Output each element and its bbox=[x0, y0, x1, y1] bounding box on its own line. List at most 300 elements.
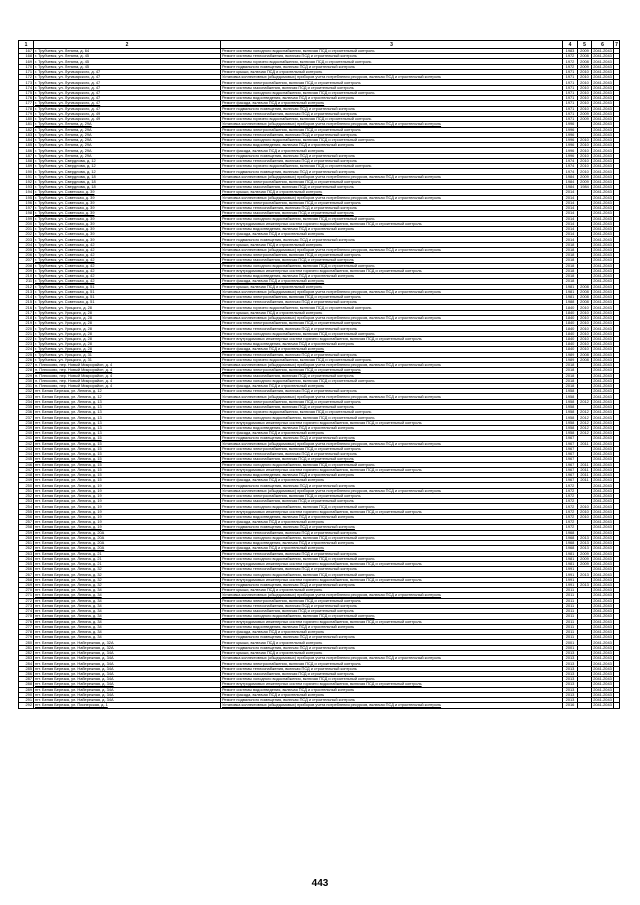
work-type-cell: Ремонт системы холодного водоснабжения, включая ПСД и строительный контроль bbox=[221, 535, 563, 540]
address-cell: г. Трубчевск, ул. Советская, д. 39 bbox=[34, 216, 221, 221]
row-number: 200 bbox=[19, 221, 34, 226]
planned-period-cell: 2041-2043 bbox=[593, 451, 612, 457]
address-cell: п. Плюсково, пер. Новый Микрорайон, д. 4 bbox=[34, 363, 221, 368]
planned-period-cell: 2041-2043 bbox=[593, 158, 612, 164]
work-type-cell: Ремонт крыши, включая ПСД и строительный контроль bbox=[221, 190, 563, 195]
build-year-cell: 1967 bbox=[563, 457, 578, 462]
last-repair-year-cell: 2012 bbox=[578, 415, 592, 420]
row-number: 223 bbox=[19, 342, 34, 347]
planned-period-cell: 2041-2043 bbox=[593, 613, 612, 619]
planned-period-cell: 2041-2043 bbox=[593, 425, 612, 430]
last-repair-year-cell: 2009 bbox=[578, 174, 592, 179]
work-type-cell: Ремонт фасада, включая ПСД и строительный контроль bbox=[221, 384, 563, 389]
build-year-cell: 1967 bbox=[563, 446, 578, 451]
address-cell: г. Трубчевск, ул. Урицкого, д. 28 bbox=[34, 315, 221, 320]
address-cell: пгт. Белая Березка, ул. Ленина, д. 20А bbox=[34, 541, 221, 546]
address-cell: пгт. Белая Березка, ул. Ленина, д. 12 bbox=[34, 394, 221, 399]
row-number: 219 bbox=[19, 321, 34, 326]
address-cell: пгт. Белая Березка, ул. Ленина, д. 13 bbox=[34, 415, 221, 420]
planned-period-cell: 2041-2043 bbox=[593, 346, 612, 352]
planned-period-cell: 2041-2043 bbox=[593, 687, 612, 692]
planned-period-cell: 2041-2043 bbox=[593, 629, 612, 635]
build-year-cell: 1996 bbox=[563, 153, 578, 158]
work-type-cell: Ремонт фасада, включая ПСД и строительный контроль bbox=[221, 692, 563, 697]
planned-period-cell: 2041-2043 bbox=[593, 273, 612, 279]
row-number: 268 bbox=[19, 577, 34, 582]
work-type-cell: Ремонт системы теплоснабжения, включая ПСД и строительный контроль bbox=[221, 158, 563, 163]
work-type-cell: Ремонт подвального помещения, включая ПСД и строительный контроль bbox=[221, 436, 563, 441]
work-type-cell: Ремонт системы теплоснабжения, включая ПСД и строительный контроль bbox=[221, 551, 563, 556]
work-type-cell: Ремонт системы газоснабжения, включая ПСД и строительный контроль bbox=[221, 258, 563, 263]
row-number: 177 bbox=[19, 101, 34, 106]
address-cell: пгт. Белая Березка, ул. Ленина, д. 15 bbox=[34, 446, 221, 451]
last-repair-year-cell: 2010 bbox=[578, 106, 592, 111]
build-year-cell: 2013 bbox=[563, 692, 578, 697]
build-year-cell: 2018 bbox=[563, 242, 578, 247]
row-number: 178 bbox=[19, 106, 34, 111]
address-cell: г. Трубчевск, ул. Луначарского, д. 49 bbox=[34, 111, 221, 116]
address-cell: пгт. Белая Березка, ул. Ленина, д. 21 bbox=[34, 561, 221, 566]
build-year-cell: 1971 bbox=[563, 85, 578, 90]
address-cell: пгт. Белая Березка, ул. Набережная, д. 34А bbox=[34, 692, 221, 697]
build-year-cell: 2011 bbox=[563, 609, 578, 614]
address-cell: п. Плюсково, пер. Новый Микрорайон, д. 4 bbox=[34, 368, 221, 373]
row-number: 201 bbox=[19, 226, 34, 231]
row-number: 259 bbox=[19, 530, 34, 535]
address-cell: пгт. Белая Березка, ул. Пионерская, д. 1 bbox=[34, 703, 221, 708]
row-number: 290 bbox=[19, 692, 34, 697]
address-cell: г. Трубчевск, ул. Свердлова, д. 12 bbox=[34, 164, 221, 169]
build-year-cell: 1958 bbox=[563, 394, 578, 399]
planned-period-cell: 2041-2043 bbox=[593, 671, 612, 676]
row-number: 169 bbox=[19, 59, 34, 64]
work-type-cell: Ремонт внутридомовых инженерных систем горячего водоснабжения, включая ПСД и строительный контроль bbox=[221, 561, 563, 566]
address-cell: г. Трубчевск, ул. Урицкого, д. 28 bbox=[34, 326, 221, 331]
address-cell: пгт. Белая Березка, ул. Ленина, д. 20А bbox=[34, 530, 221, 535]
address-cell: г. Трубчевск, ул. Луначарского, д. 47 bbox=[34, 96, 221, 101]
row-number: 272 bbox=[19, 598, 34, 603]
work-type-cell: Ремонт внутридомовых инженерных систем горячего водоснабжения, включая ПСД и строительный контроль bbox=[221, 420, 563, 425]
address-cell: пгт. Белая Березка, ул. Ленина, д. 21 bbox=[34, 556, 221, 561]
work-type-cell: Ремонт системы водоотведения, включая ПСД и строительный контроль bbox=[221, 687, 563, 692]
planned-period-cell: 2041-2043 bbox=[593, 430, 612, 436]
planned-period-cell: 2041-2043 bbox=[593, 524, 612, 530]
work-type-cell: Ремонт системы водоотведения, включая ПСД и строительный контроль bbox=[221, 274, 563, 279]
planned-period-cell: 2041-2043 bbox=[593, 420, 612, 425]
work-type-cell: Ремонт системы водоотведения, включая ПСД и строительный контроль bbox=[221, 472, 563, 477]
work-type-cell: Установка коллективных (общедомовых) приборов учета потребления ресурсов, включая ПСД и строительный контроль bbox=[221, 394, 563, 399]
row-number: 168 bbox=[19, 54, 34, 59]
build-year-cell: 1988 bbox=[563, 300, 578, 305]
row-number: 181 bbox=[19, 122, 34, 127]
build-year-cell: 2014 bbox=[563, 206, 578, 211]
build-year-cell: 2018 bbox=[563, 263, 578, 268]
address-cell: пгт. Белая Березка, ул. Набережная, д. 34А bbox=[34, 687, 221, 692]
work-type-cell: Ремонт системы горячего водоснабжения, включая ПСД и строительный контроль bbox=[221, 357, 563, 362]
row-number: 207 bbox=[19, 258, 34, 263]
last-repair-year-cell: 2012 bbox=[578, 399, 592, 404]
planned-period-cell: 2041-2043 bbox=[593, 692, 612, 697]
planned-period-cell: 2041-2043 bbox=[593, 53, 612, 59]
address-cell: пгт. Белая Березка, ул. Ленина, д. 34 bbox=[34, 598, 221, 603]
work-type-cell: Ремонт внутридомовых инженерных систем горячего водоснабжения, включая ПСД и строительный контроль bbox=[221, 268, 563, 273]
work-type-cell: Ремонт системы газоснабжения, включая ПСД и строительный контроль bbox=[221, 373, 563, 378]
row-number: 202 bbox=[19, 232, 34, 237]
planned-period-cell: 2041-2043 bbox=[593, 639, 612, 645]
address-cell: пгт. Белая Березка, ул. Ленина, д. 19 bbox=[34, 493, 221, 498]
build-year-cell: 2001 bbox=[563, 645, 578, 650]
row-number: 231 bbox=[19, 384, 34, 389]
row-number: 191 bbox=[19, 174, 34, 179]
work-type-cell: Ремонт системы газоснабжения, включая ПСД и строительный контроль bbox=[221, 609, 563, 614]
planned-period-cell: 2041-2043 bbox=[593, 362, 612, 368]
work-type-cell: Ремонт подвального помещения, включая ПСД и строительный контроль bbox=[221, 64, 563, 69]
build-year-cell: 1972 bbox=[563, 59, 578, 64]
row-number: 271 bbox=[19, 593, 34, 598]
work-type-cell: Ремонт крыши, включая ПСД и строительный контроль bbox=[221, 284, 563, 289]
column-number: 6 bbox=[592, 41, 614, 49]
row-number: 267 bbox=[19, 572, 34, 577]
planned-period-cell: 2041-2043 bbox=[593, 388, 612, 394]
address-cell: г. Трубчевск, ул. Советская, д. 42 bbox=[34, 242, 221, 247]
work-type-cell: Ремонт системы теплоснабжения, включая ПСД и строительный контроль bbox=[221, 326, 563, 331]
planned-period-cell: 2041-2043 bbox=[593, 299, 612, 305]
row-number: 232 bbox=[19, 389, 34, 394]
last-repair-year-cell: 2013 bbox=[578, 541, 592, 546]
planned-period-cell: 2041-2043 bbox=[593, 519, 612, 525]
row-number: 171 bbox=[19, 69, 34, 74]
build-year-cell: 2013 bbox=[563, 698, 578, 703]
last-repair-year-cell: 2010 bbox=[578, 158, 592, 163]
last-repair-year-cell: 2011 bbox=[578, 472, 592, 477]
build-year-cell: 1840 bbox=[563, 326, 578, 331]
planned-period-cell: 2041-2043 bbox=[593, 85, 612, 90]
work-type-cell: Ремонт системы теплоснабжения, включая ПСД и строительный контроль bbox=[221, 567, 563, 572]
build-year-cell: 1972 bbox=[563, 514, 578, 519]
work-type-cell: Ремонт крыши, включая ПСД и строительный контроль bbox=[221, 310, 563, 315]
planned-period-cell: 2041-2043 bbox=[593, 137, 612, 143]
last-repair-year-cell: 2008 bbox=[578, 54, 592, 59]
build-year-cell: 2011 bbox=[563, 619, 578, 624]
work-type-cell: Ремонт системы холодного водоснабжения, включая ПСД и строительный контроль bbox=[221, 572, 563, 577]
row-number: 221 bbox=[19, 331, 34, 336]
work-type-cell: Ремонт системы водоотведения, включая ПСД и строительный контроль bbox=[221, 342, 563, 347]
last-repair-year-cell: 2010 bbox=[578, 101, 592, 106]
work-type-cell: Ремонт фасада, включая ПСД и строительный контроль bbox=[221, 520, 563, 525]
work-type-cell: Ремонт системы холодного водоснабжения, включая ПСД и строительный контроль bbox=[221, 90, 563, 95]
build-year-cell: 2018 bbox=[563, 258, 578, 263]
address-cell: п. Плюсково, пер. Новый Микрорайон, д. 4 bbox=[34, 378, 221, 383]
work-type-cell: Ремонт системы электроснабжения, включая ПСД и строительный контроль bbox=[221, 661, 563, 666]
planned-period-cell: 2041-2043 bbox=[593, 373, 612, 378]
last-repair-year-cell: 2009 bbox=[578, 551, 592, 556]
build-year-cell: 2014 bbox=[563, 200, 578, 205]
address-cell: пгт. Белая Березка, ул. Набережная, д. 34А bbox=[34, 682, 221, 687]
planned-period-cell: 2041-2043 bbox=[593, 69, 612, 75]
address-cell: г. Трубчевск, ул. Луначарского, д. 49 bbox=[34, 117, 221, 122]
address-cell: г. Трубчевск, ул. Советская, д. 39 bbox=[34, 237, 221, 242]
work-type-cell: Ремонт системы холодного водоснабжения, включая ПСД и строительный контроль bbox=[221, 504, 563, 509]
address-cell: г. Трубчевск, ул. Луначарского, д. 47 bbox=[34, 106, 221, 111]
build-year-cell: 1967 bbox=[563, 472, 578, 477]
row-number: 258 bbox=[19, 525, 34, 530]
planned-period-cell: 2041-2043 bbox=[593, 357, 612, 362]
build-year-cell: 1981 bbox=[563, 561, 578, 566]
last-repair-year-cell: 2008 bbox=[578, 289, 592, 294]
last-repair-year-cell: 2010 bbox=[578, 342, 592, 347]
work-type-cell: Ремонт системы холодного водоснабжения, включая ПСД и строительный контроль bbox=[221, 462, 563, 467]
row-number: 236 bbox=[19, 410, 34, 415]
last-repair-year-cell: 2012 bbox=[578, 425, 592, 430]
planned-period-cell: 2041-2043 bbox=[593, 624, 612, 629]
work-type-cell: Ремонт системы холодного водоснабжения, включая ПСД и строительный контроль bbox=[221, 263, 563, 268]
address-cell: пгт. Белая Березка, ул. Ленина, д. 34 bbox=[34, 603, 221, 608]
planned-period-cell: 2041-2043 bbox=[593, 263, 612, 268]
build-year-cell: 1971 bbox=[563, 75, 578, 80]
build-year-cell: 1984 bbox=[563, 185, 578, 190]
address-cell: г. Трубчевск, ул. Ленина, д. 45 bbox=[34, 59, 221, 64]
build-year-cell: 1971 bbox=[563, 111, 578, 116]
last-repair-year-cell: 2009 bbox=[578, 49, 592, 54]
address-cell: пгт. Белая Березка, ул. Ленина, д. 19 bbox=[34, 504, 221, 509]
work-type-cell: Ремонт внутридомовых инженерных систем горячего водоснабжения, включая ПСД и строительный контроль bbox=[221, 509, 563, 514]
row-number: 227 bbox=[19, 363, 34, 368]
work-type-cell: Ремонт подвального помещения, включая ПСД и строительный контроль bbox=[221, 698, 563, 703]
planned-period-cell: 2041-2043 bbox=[593, 247, 612, 253]
address-cell: пгт. Белая Березка, ул. Ленина, д. 13 bbox=[34, 404, 221, 409]
planned-period-cell: 2041-2043 bbox=[593, 482, 612, 488]
address-cell: г. Трубчевск, ул. Урицкого, д. 28 bbox=[34, 342, 221, 347]
address-cell: пгт. Белая Березка, ул. Ленина, д. 20А bbox=[34, 546, 221, 551]
address-cell: г. Трубчевск, ул. Советская, д. 51 bbox=[34, 295, 221, 300]
planned-period-cell: 2041-2043 bbox=[593, 200, 612, 205]
address-cell: г. Трубчевск, ул. Советская, д. 39 bbox=[34, 206, 221, 211]
address-cell: г. Трубчевск, ул. Советская, д. 51 bbox=[34, 289, 221, 294]
work-type-cell: Ремонт внутридомовых инженерных систем горячего водоснабжения, включая ПСД и строительный контроль bbox=[221, 467, 563, 472]
work-type-cell: Ремонт системы газоснабжения, включая ПСД и строительный контроль bbox=[221, 404, 563, 409]
row-number: 210 bbox=[19, 274, 34, 279]
last-repair-year-cell: 2008 bbox=[578, 295, 592, 300]
row-number: 209 bbox=[19, 268, 34, 273]
address-cell: г. Трубчевск, ул. Советская, д. 42 bbox=[34, 279, 221, 284]
planned-period-cell: 2041-2043 bbox=[593, 556, 612, 561]
planned-period-cell: 2041-2043 bbox=[593, 252, 612, 258]
planned-period-cell: 2041-2043 bbox=[593, 530, 612, 535]
build-year-cell: 2018 bbox=[563, 268, 578, 273]
row-number: 285 bbox=[19, 666, 34, 671]
planned-period-cell: 2041-2043 bbox=[593, 681, 612, 687]
build-year-cell: 1974 bbox=[563, 158, 578, 163]
last-repair-year-cell: 2010 bbox=[578, 514, 592, 519]
work-type-cell: Ремонт подвального помещения, включая ПСД и строительный контроль bbox=[221, 645, 563, 650]
last-repair-year-cell: 2008 bbox=[578, 300, 592, 305]
build-year-cell: 2013 bbox=[563, 671, 578, 676]
planned-period-cell: 2041-2043 bbox=[593, 456, 612, 462]
work-type-cell: Ремонт системы электроснабжения, включая ПСД и строительный контроль bbox=[221, 80, 563, 85]
last-repair-year-cell: 2009 bbox=[578, 111, 592, 116]
row-number: 274 bbox=[19, 609, 34, 614]
last-repair-year-cell: 2013 bbox=[578, 535, 592, 540]
row-number: 249 bbox=[19, 478, 34, 483]
planned-period-cell: 2041-2043 bbox=[593, 598, 612, 603]
last-repair-year-cell: 2010 bbox=[578, 85, 592, 90]
build-year-cell: 1967 bbox=[563, 467, 578, 472]
address-cell: пгт. Белая Березка, ул. Ленина, д. 20А bbox=[34, 535, 221, 540]
work-type-cell: Ремонт системы газоснабжения, включая ПСД и строительный контроль bbox=[221, 457, 563, 462]
planned-period-cell: 2041-2043 bbox=[593, 58, 612, 64]
work-type-cell: Ремонт фасада, включая ПСД и строительный контроль bbox=[221, 279, 563, 284]
address-cell: пгт. Белая Березка, ул. Набережная, д. 34А bbox=[34, 698, 221, 703]
address-cell: пгт. Белая Березка, ул. Ленина, д. 34 bbox=[34, 593, 221, 598]
row-number: 261 bbox=[19, 541, 34, 546]
row-number: 282 bbox=[19, 650, 34, 655]
planned-period-cell: 2041-2043 bbox=[593, 441, 612, 446]
build-year-cell: 1958 bbox=[563, 420, 578, 425]
last-repair-year-cell: 2010 bbox=[578, 153, 592, 158]
work-type-cell: Ремонт системы холодного водоснабжения, включая ПСД и строительный контроль bbox=[221, 415, 563, 420]
build-year-cell: 1840 bbox=[563, 336, 578, 341]
last-repair-year-cell: 2009 bbox=[578, 556, 592, 561]
build-year-cell: 2011 bbox=[563, 603, 578, 608]
build-year-cell: 1991 bbox=[563, 582, 578, 587]
build-year-cell: 1958 bbox=[563, 399, 578, 404]
build-year-cell: 2014 bbox=[563, 190, 578, 195]
address-cell: г. Трубчевск, ул. Урицкого, д. 28 bbox=[34, 331, 221, 336]
build-year-cell: 1971 bbox=[563, 101, 578, 106]
work-type-cell: Ремонт системы электроснабжения, включая ПСД и строительный контроль bbox=[221, 493, 563, 498]
planned-period-cell: 2041-2043 bbox=[593, 660, 612, 666]
row-number: 211 bbox=[19, 279, 34, 284]
build-year-cell: 1971 bbox=[563, 69, 578, 74]
work-type-cell: Ремонт фасада, включая ПСД и строительный контроль bbox=[221, 478, 563, 483]
planned-period-cell: 2041-2043 bbox=[593, 284, 612, 289]
build-year-cell: 1968 bbox=[563, 530, 578, 535]
work-type-cell: Установка коллективных (общедомовых) приборов учета потребления ресурсов, включая ПСД и строительный контроль bbox=[221, 75, 563, 80]
row-number: 189 bbox=[19, 164, 34, 169]
build-year-cell: 2014 bbox=[563, 221, 578, 226]
planned-period-cell: 2041-2043 bbox=[593, 587, 612, 593]
build-year-cell: 1840 bbox=[563, 342, 578, 347]
planned-period-cell: 2041-2043 bbox=[593, 331, 612, 336]
row-number: 255 bbox=[19, 509, 34, 514]
last-repair-year-cell: 2013 bbox=[578, 546, 592, 551]
address-cell: п. Плюсково, пер. Новый Микрорайон, д. 4 bbox=[34, 384, 221, 389]
build-year-cell: 2001 bbox=[563, 640, 578, 645]
planned-period-cell: 2041-2043 bbox=[593, 702, 612, 708]
work-type-cell: Ремонт системы горячего водоснабжения, включая ПСД и строительный контроль bbox=[221, 164, 563, 169]
planned-period-cell: 2041-2043 bbox=[593, 106, 612, 111]
address-cell: пгт. Белая Березка, ул. Ленина, д. 34 bbox=[34, 624, 221, 629]
address-cell: г. Трубчевск, ул. Луначарского, д. 47 bbox=[34, 90, 221, 95]
planned-period-cell: 2041-2043 bbox=[593, 64, 612, 69]
build-year-cell: 2014 bbox=[563, 237, 578, 242]
address-cell: г. Трубчевск, ул. Свердлова, д. 18 bbox=[34, 174, 221, 179]
work-type-cell: Ремонт крыши, включая ПСД и строительный контроль bbox=[221, 640, 563, 645]
last-repair-year-cell: 2011 bbox=[578, 441, 592, 446]
address-cell: г. Трубчевск, ул. Урицкого, д. 31 bbox=[34, 352, 221, 357]
planned-period-cell: 2041-2043 bbox=[593, 399, 612, 404]
build-year-cell: 1972 bbox=[563, 488, 578, 493]
build-year-cell: 1840 bbox=[563, 305, 578, 310]
build-year-cell: 1984 bbox=[563, 179, 578, 184]
address-cell: пгт. Белая Березка, ул. Ленина, д. 15 bbox=[34, 462, 221, 467]
row-number: 265 bbox=[19, 561, 34, 566]
row-number: 167 bbox=[19, 49, 34, 54]
build-year-cell: 2011 bbox=[563, 593, 578, 598]
last-repair-year-cell: 2008 bbox=[578, 284, 592, 289]
last-repair-year-cell: 2010 bbox=[578, 96, 592, 101]
address-cell: пгт. Белая Березка, ул. Ленина, д. 15 bbox=[34, 472, 221, 477]
row-number: 292 bbox=[19, 703, 34, 708]
row-number: 273 bbox=[19, 603, 34, 608]
row-number: 213 bbox=[19, 289, 34, 294]
build-year-cell: 1974 bbox=[563, 164, 578, 169]
row-number: 212 bbox=[19, 284, 34, 289]
planned-period-cell: 2041-2043 bbox=[593, 566, 612, 572]
row-number: 175 bbox=[19, 90, 34, 95]
build-year-cell: 2013 bbox=[563, 687, 578, 692]
empty-cell bbox=[614, 703, 620, 708]
address-cell: пгт. Белая Березка, ул. Набережная, д. 34А bbox=[34, 677, 221, 682]
row-number: 280 bbox=[19, 640, 34, 645]
address-cell: пгт. Белая Березка, ул. Ленина, д. 19 bbox=[34, 509, 221, 514]
build-year-cell: 2018 bbox=[563, 247, 578, 252]
planned-period-cell: 2041-2043 bbox=[593, 132, 612, 137]
work-type-cell: Ремонт системы теплоснабжения, включая ПСД и строительный контроль bbox=[221, 206, 563, 211]
planned-period-cell: 2041-2043 bbox=[593, 535, 612, 540]
work-type-cell: Установка коллективных (общедомовых) приборов учета потребления ресурсов, включая ПСД и строительный контроль bbox=[221, 122, 563, 127]
address-cell: г. Трубчевск, ул. Ленина, д. 29А bbox=[34, 132, 221, 137]
row-number: 228 bbox=[19, 368, 34, 373]
planned-period-cell: 2041-2043 bbox=[593, 545, 612, 551]
row-number: 220 bbox=[19, 326, 34, 331]
row-number: 226 bbox=[19, 357, 34, 362]
planned-period-cell: 2041-2043 bbox=[593, 325, 612, 331]
planned-period-cell: 2041-2043 bbox=[593, 509, 612, 514]
row-number: 287 bbox=[19, 677, 34, 682]
work-type-cell: Ремонт подвального помещения, включая ПСД и строительный контроль bbox=[221, 525, 563, 530]
build-year-cell: 2011 bbox=[563, 614, 578, 619]
address-cell: г. Трубчевск, ул. Ленина, д. 29А bbox=[34, 153, 221, 158]
planned-period-cell: 2041-2043 bbox=[593, 634, 612, 640]
address-cell: г. Трубчевск, ул. Ленина, д. 29А bbox=[34, 148, 221, 153]
address-cell: пгт. Белая Березка, ул. Набережная, д. 34А bbox=[34, 656, 221, 661]
capital-repair-table bbox=[18, 40, 619, 709]
build-year-cell: 1972 bbox=[563, 509, 578, 514]
address-cell: г. Трубчевск, ул. Луначарского, д. 47 bbox=[34, 69, 221, 74]
address-cell: пгт. Белая Березка, ул. Ленина, д. 15 bbox=[34, 467, 221, 472]
work-type-cell: Ремонт системы водоотведения, включая ПСД и строительный контроль bbox=[221, 425, 563, 430]
planned-period-cell: 2041-2043 bbox=[593, 320, 612, 326]
build-year-cell: 1981 bbox=[563, 556, 578, 561]
build-year-cell: 1981 bbox=[563, 289, 578, 294]
last-repair-year-cell: 2010 bbox=[578, 310, 592, 315]
build-year-cell: 1971 bbox=[563, 80, 578, 85]
work-type-cell: Ремонт системы электроснабжения, включая ПСД и строительный контроль bbox=[221, 446, 563, 451]
planned-period-cell: 2041-2043 bbox=[593, 414, 612, 420]
work-type-cell: Ремонт подвального помещения, включая ПСД и строительный контроль bbox=[221, 582, 563, 587]
last-repair-year-cell: 2013 bbox=[578, 582, 592, 587]
work-type-cell: Ремонт крыши, включая ПСД и строительный контроль bbox=[221, 588, 563, 593]
work-type-cell: Ремонт фасада, включая ПСД и строительный контроль bbox=[221, 630, 563, 635]
column-number-row bbox=[19, 41, 620, 49]
planned-period-cell: 2041-2043 bbox=[593, 168, 612, 174]
row-number: 291 bbox=[19, 698, 34, 703]
row-number: 289 bbox=[19, 687, 34, 692]
work-type-cell: Ремонт системы электроснабжения, включая ПСД и строительный контроль bbox=[221, 368, 563, 373]
work-type-cell: Установка коллективных (общедомовых) приборов учета потребления ресурсов, включая ПСД и строительный контроль bbox=[221, 703, 563, 708]
build-year-cell: 2013 bbox=[563, 666, 578, 671]
